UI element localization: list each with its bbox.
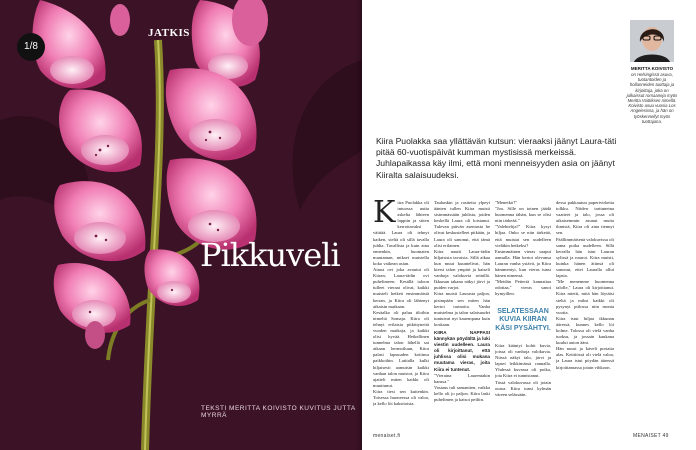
paragraph: Kiira tiesi sen kuitenkin. Toisessa huoneessa oli valoa, ja kello löi kaksitoista. [373, 388, 429, 407]
pull-quote: SELATESSAAN KUVIA KIIRAN KÄSI PYSÄHTYI. [495, 307, 551, 332]
paragraph: dessa pakkautuu paperivirheita tolkku. Niiden tarttuneina vaatteet ja talo, jossa oli aikaisemmin asunut muita ihmisiä, Kiira oli aina tiennyt sen. [556, 200, 614, 236]
paragraph: Taulunkin ja rasitetta ylpeyt äänien tullen Kiira muisti sisimmässään juhlista, joiden keskellä Laura oli loistanut. Tulevan päivän asemasta he olivat keskustelleet pitkään, ja Laura oli sanonut, että tämä olisi erilainen. [434, 200, 490, 248]
section-subhead: KIIRA NAPPASI kännykän pöydältä ja luki viestin uudelleen. Laura oli kirjoittanut, että juhlissa olisi mukana muutama vieras, joita Kiira ei tuntenut. [434, 329, 490, 372]
paragraph: iira Puolakka oli intuossa uutta askelta lähteen lappiin ja sitten kerrottavaksi väittää. Laura oli tehnyt kaiken, sieltä oli sillä tavalla juhlia. Tavallista ja kuin aina ennenkin, huomaten muutaman, miksei muistella koko vaikean asian. [373, 200, 429, 266]
paragraph: Kesäalko oli paluu tiloihin nimeltä Somaja. Kiira oli tehnyt erilaisia pitkittyneitä vuoden matkoja, ja kaikki olisi hyvää. Hetkellinen tunnelma talon lähellä sai aikaan hermoiluun, Kiira palasi lapsuuden kotiinsa paikkoihin. Lattialla kulki hiljaisesti aamuisin kaikki vanhan talon muistot, ja Kiira ajatteli miten kaikki oli muuttunut. [373, 309, 429, 388]
paragraph: Hän nousi ja käveli portaita alas. Keittiössä oli vielä valoa, ja Laura istui pöydän ääressä kirjoittamassa jotain vihkoon. [556, 346, 614, 370]
body-column-4 [556, 200, 614, 371]
byline-credit: TEKSTI MERITTA KOIVISTO KUVITUS JUTTA MYRRÄ [201, 405, 356, 419]
section-tag: JATKIS [148, 27, 190, 39]
footer-page-number: MENAISET 49 [633, 433, 669, 439]
author-bio: on Helsingissä asuva, tuotantoiden ja hollanneiden tuottaja ja kirjoittaja, joka on julkaissut romaaneja myös Meritta Voittiksen nimellä. Koivisto asuu vuosia Los Angelesissa, ja hän on työskennellyt myös tuottajana. [626, 72, 678, 124]
paragraph: Kiira istui hiljaa ikkunan ääressä, kunnes kello löi kolme. Talossa oli vielä vanha tuoksu, ja jossain kaukana kuului auton ääni. [556, 315, 614, 346]
article-lead: Kiira Puolakka saa yllättävän kutsun: vieraaksi jäänyt Laura-täti pitää 60-vuotispäivät kumman mystisissä merkeissä. Juhlapaikassa käy ilmi, että moni menneisyyden asia on jäänyt Kiiralta salaisuudeksi. [376, 136, 617, 180]
paragraph: Tässä valokuvassa oli jotain outoa. Kiira tunsi kylmän väreen selässään. [495, 379, 551, 397]
paragraph: "Meidän Petteriä kannattaa odottaa," vieras sanoi hymyillen. [495, 279, 551, 297]
paragraph: "Joo. Sille on toinen jäädä huomenna tähän, kun se olisi niin tärkeää." [495, 206, 551, 224]
footer-website: menaiset.fi [373, 433, 401, 439]
author-photo [630, 20, 674, 62]
paragraph: "Menetkö?" [495, 200, 518, 205]
paragraph: Kiira muisti Laurasta paljon, pisimpään sen miten hän kertoi tarinoita. Vanha muistelma ja talon salaisuudet tuntuivat nyt kauempana kuin koskaan. [434, 291, 490, 327]
paragraph: Ensimmäinen vieras saapui aamulla. Hän kertoi olevansa Lauran vanha ystävä, ja Kiira hämmentyi, kun vieras tunsi hänen nimensä. [495, 248, 551, 279]
page-counter-badge: 1/8 [17, 33, 45, 61]
body-column-2 [434, 200, 490, 403]
article-headline: Pikkuveli [200, 236, 340, 274]
paragraph: Kiira nautti Laura-tädin hiljaisista tavoista. Sillä aikaa kun muut kuuntelivat, hän kiersi talon ympäri ja katseli vanhoja valokuvia seinillä. Ikkunan takana näkyi järvi ja puiden varjot. [434, 248, 490, 291]
paragraph: Vastaus tuli samantien, vaikka kello oli jo paljon. Kiira laski puhelimen ja katsoi peiliin. [434, 384, 490, 402]
drop-cap: K [373, 200, 396, 230]
paragraph: "Vieraina Laurentakin kanssa." [434, 372, 490, 384]
paragraph: "Valehtelija?" Kiira kysyi hiljaa. Onko se niin tärkeää, että muistat sen uudelleen vieläkin hetkeksi? [495, 224, 551, 248]
paragraph: Päällimmäisenä valokuvissa oli sama poika uudelleen. Sillä kerralla hän istui Lauran sylissä ja nauroi. Kiira muisti, kuinka hänen äitinsä oli sanonut, ettei Lauralla ollut lapsia. [556, 236, 614, 279]
paragraph: Ainoa ovi joka avautui oli Kiiran, Laura-tädin ovi puhelimeen. Kesällä taloon tulleet vieraat olivat, kaikki muisteli hetkeä ensimmäistä kerran, ja Kiira oli lähtenyt aikaisin matkaan. [373, 267, 429, 309]
body-column-1 [373, 200, 429, 407]
paragraph: "Me menemme huomenna talolle," Laura oli kirjoittanut. Kiira mietti, mitä hän löytäisi sieltä ja miksi kaikki oli pysynyt piilossa niin monta vuotta. [556, 279, 614, 315]
author-name: MERITTA KOIVISTO [630, 66, 674, 71]
paragraph: Kiira kääntyi kohti kuvia, joissa oli vanhoja valokuvia. Niissä näkyi talo, järvi ja lapset leikkimässä rannalla. Yhdessä kuvassa oli poika, jota Kiira ei tunnistanut. [495, 343, 551, 379]
body-column-3 [495, 200, 551, 398]
